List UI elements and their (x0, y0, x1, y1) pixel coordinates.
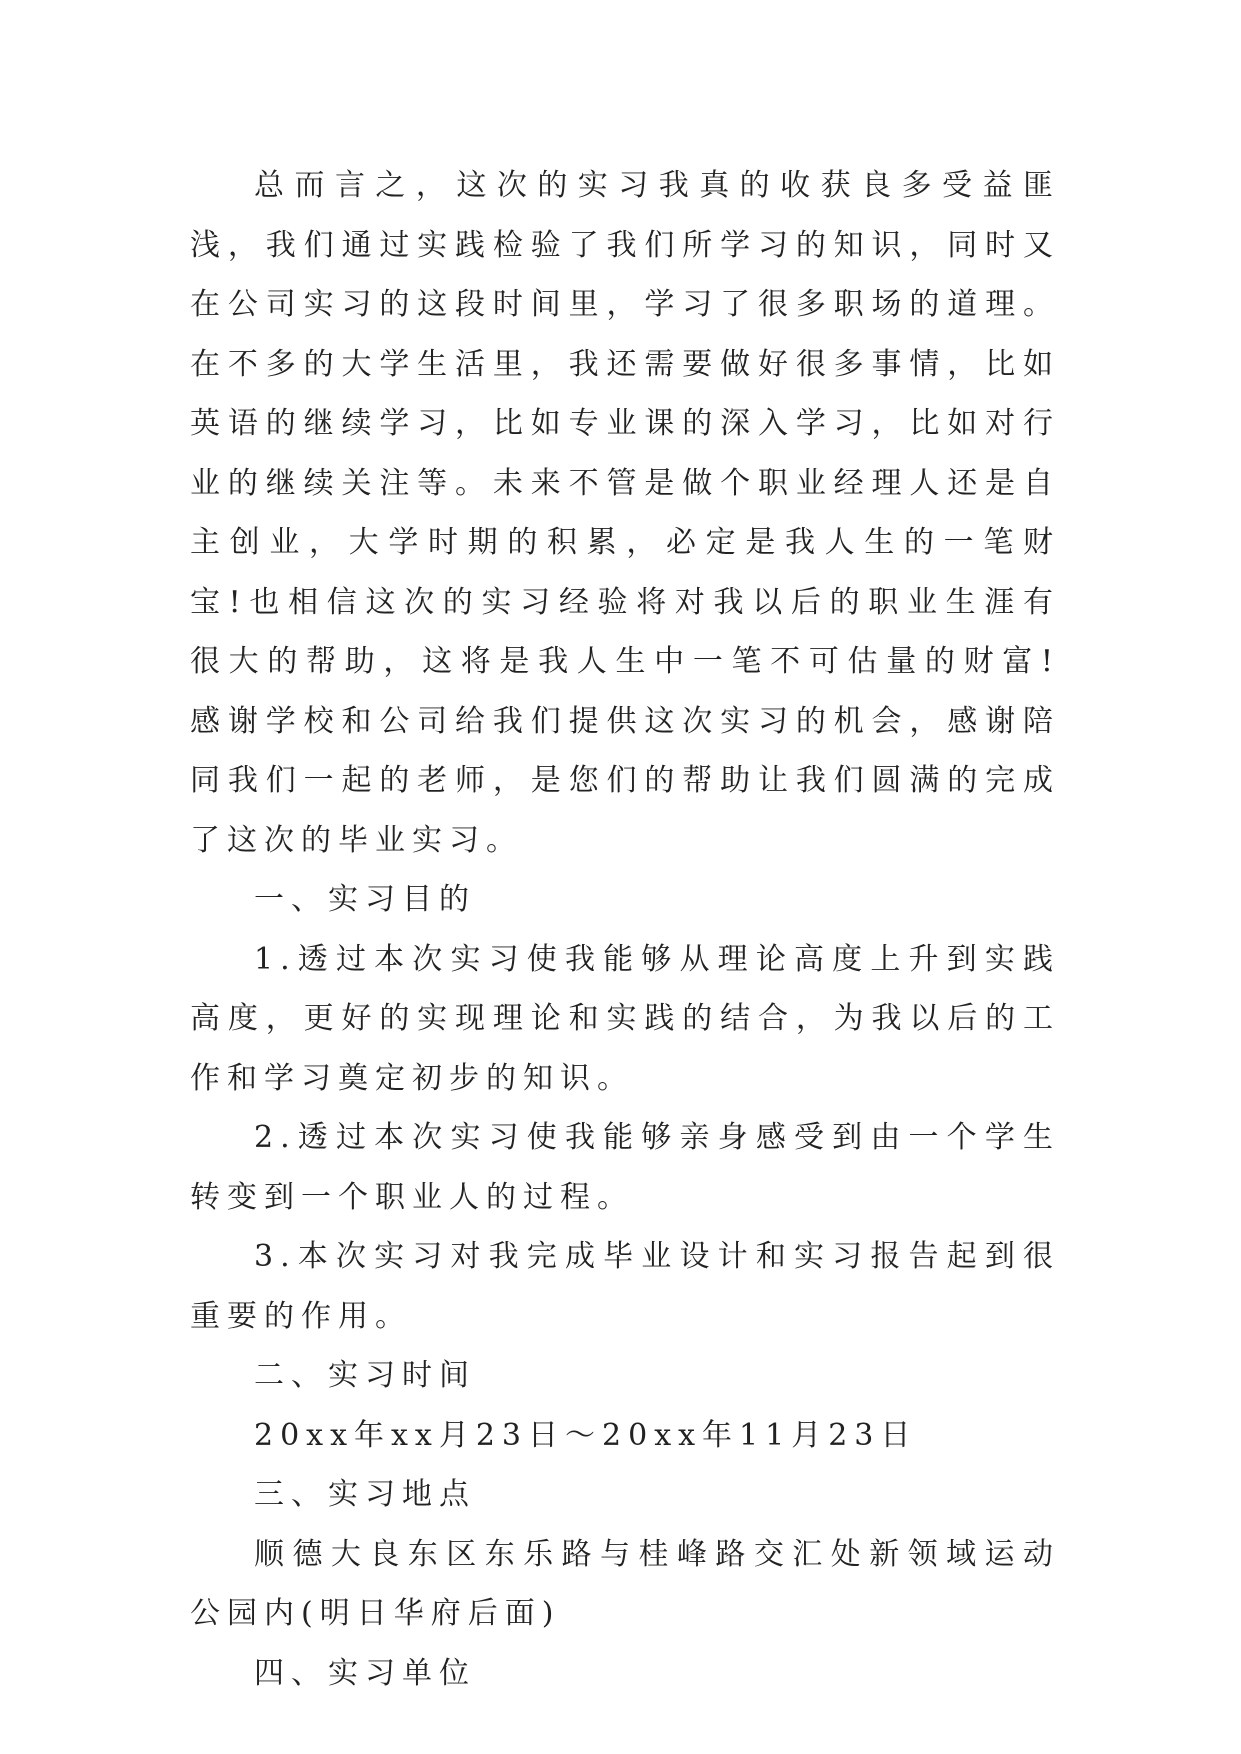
purpose-item-2: 2.透过本次实习使我能够亲身感受到由一个学生转变到一个职业人的过程。 (190, 1120, 1060, 1215)
internship-location-text: 顺德大良东区东乐路与桂峰路交汇处新领域运动公园内(明日华府后面) (190, 1536, 1060, 1631)
purpose-item-1: 1.透过本次实习使我能够从理论高度上升到实践高度，更好的实现理论和实践的结合，为我以后的工作和学习奠定初步的知识。 (190, 941, 1060, 1096)
section-heading-purpose: 一、实习目的 (254, 882, 476, 917)
purpose-item-3: 3.本次实习对我完成毕业设计和实习报告起到很重要的作用。 (190, 1239, 1060, 1334)
document-body (190, 156, 1060, 1703)
internship-time-text: 20xx年xx月23日～20xx年11月23日 (254, 1417, 918, 1453)
section-heading-unit: 四、实习单位 (254, 1655, 476, 1691)
section-heading-time: 二、实习时间 (254, 1358, 476, 1393)
conclusion-paragraph: 总而言之，这次的实习我真的收获良多受益匪浅，我们通过实践检验了我们所学习的知识，同时又在公司实习的这段时间里，学习了很多职场的道理。在不多的大学生活里，我还需要做好很多事情，比如英语的继续学习，比如专业课的深入学习，比如对行业的继续关注等。未来不管是做个职业经理人还是自主创业，大学时期的积累，必定是我人生的一笔财宝!也相信这次的实习经验将对我以后的职业生涯有很大的帮助，这将是我人生中一笔不可估量的财富!感谢学校和公司给我们提供这次实习的机会，感谢陪同我们一起的老师，是您们的帮助让我们圆满的完成了这次的毕业实习。 (190, 168, 1060, 858)
section-heading-location: 三、实习地点 (254, 1477, 476, 1512)
